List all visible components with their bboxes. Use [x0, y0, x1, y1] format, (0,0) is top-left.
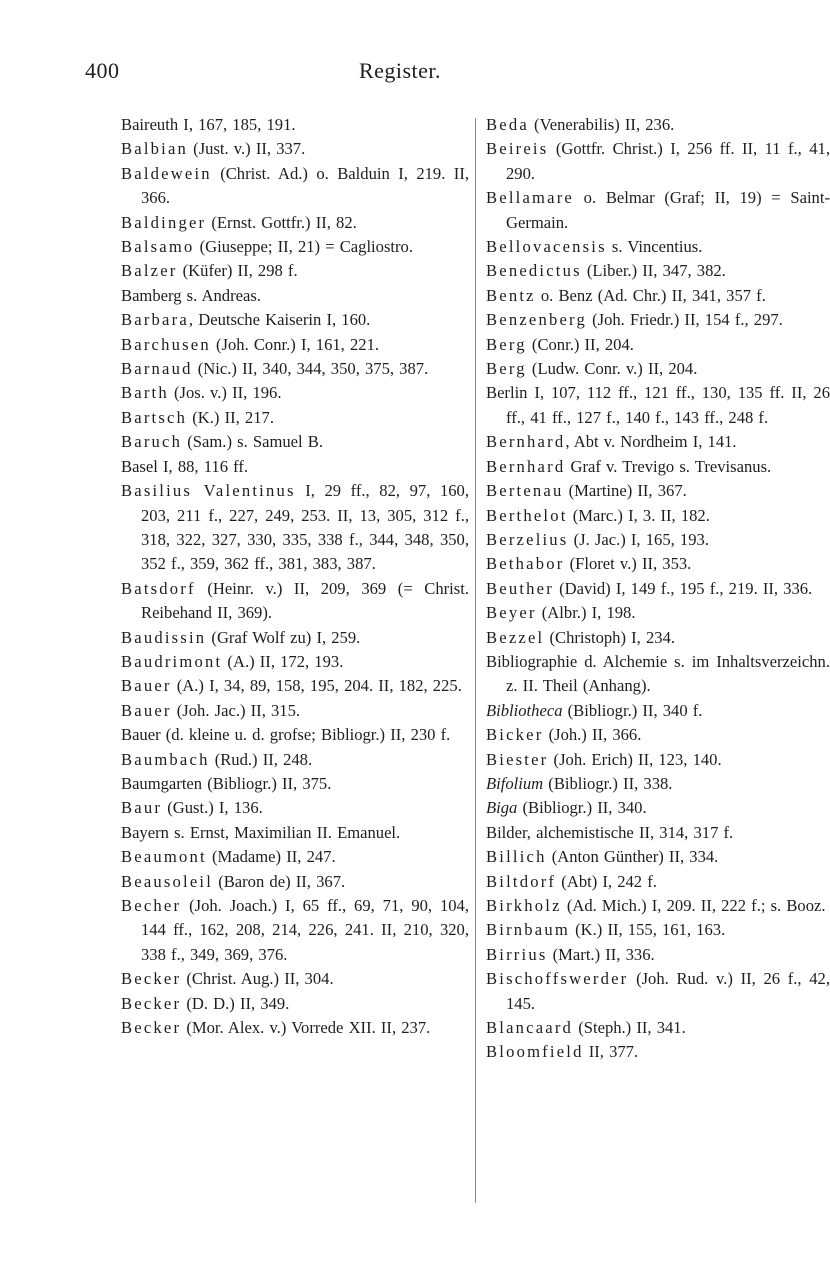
- index-entry: Berzelius (J. Jac.) I, 165, 193.: [486, 529, 709, 549]
- index-entry: Bicker (Joh.) II, 366.: [486, 725, 642, 745]
- index-entry: Beausoleil (Baron de) II, 367.: [121, 871, 346, 891]
- index-entry: Bethabor (Floret v.) II, 353.: [486, 554, 692, 574]
- index-entry: Balbian (Just. v.) II, 337.: [121, 139, 306, 159]
- index-entry: Barnaud (Nic.) II, 340, 344, 350, 375, 387.: [121, 359, 429, 379]
- index-entry: Bayern s. Ernst, Maximilian II. Emanuel.: [121, 822, 401, 842]
- index-entry: Bibliographie d. Alchemie s. im Inhaltsverzeichn. z. II. Theil (Anhang).: [486, 651, 830, 696]
- index-entry: Becker (Christ. Aug.) II, 304.: [121, 969, 334, 989]
- index-entry: Biester (Joh. Erich) II, 123, 140.: [486, 749, 722, 769]
- index-entry: Baldewein (Christ. Ad.) o. Balduin I, 219. II, 366.: [121, 163, 469, 208]
- index-entry: Birnbaum (K.) II, 155, 161, 163.: [486, 920, 726, 940]
- index-entry: Baur (Gust.) I, 136.: [121, 798, 263, 818]
- index-entry: Bloomfield II, 377.: [486, 1042, 639, 1062]
- index-entry: Baudissin (Graf Wolf zu) I, 259.: [121, 627, 361, 647]
- index-entry: Billich (Anton Günther) II, 334.: [486, 847, 719, 867]
- running-title: Register.: [358, 58, 442, 83]
- right-column: [486, 113, 830, 1065]
- index-entry: Barth (Jos. v.) II, 196.: [121, 383, 282, 403]
- column-divider: [475, 118, 476, 1203]
- index-entry: Bellovacensis s. Vincentius.: [486, 237, 703, 257]
- index-entry: Berthelot (Marc.) I, 3. II, 182.: [486, 505, 710, 525]
- index-entry: Bifolium (Bibliogr.) II, 338.: [486, 773, 673, 793]
- index-entry: Baruch (Sam.) s. Samuel B.: [121, 432, 324, 452]
- index-entry: Benzenberg (Joh. Friedr.) II, 154 f., 297.: [486, 310, 783, 330]
- index-entry: Bamberg s. Andreas.: [121, 285, 261, 305]
- index-entry: Bentz o. Benz (Ad. Chr.) II, 341, 357 f.: [486, 285, 766, 305]
- index-entry: Becker (Mor. Alex. v.) Vorrede XII. II, 237.: [121, 1018, 431, 1038]
- index-entry: Baudrimont (A.) II, 172, 193.: [121, 651, 344, 671]
- index-entry: Bartsch (K.) II, 217.: [121, 407, 274, 427]
- index-entry: Birrius (Mart.) II, 336.: [486, 944, 655, 964]
- index-entry: Bernhard Graf v. Trevigo s. Trevisanus.: [486, 456, 772, 476]
- index-entry: Bauer (d. kleine u. d. grofse; Bibliogr.) II, 230 f.: [121, 725, 451, 745]
- index-entry: Berg (Conr.) II, 204.: [486, 334, 634, 354]
- index-entry: Bauer (A.) I, 34, 89, 158, 195, 204. II, 182, 225.: [121, 676, 462, 696]
- index-entry: Beireis (Gottfr. Christ.) I, 256 ff. II, 11 f., 41, 290.: [486, 139, 830, 183]
- index-entry: Bellamare o. Belmar (Graf; II, 19) = Saint-Germain.: [486, 188, 830, 232]
- index-entry: Bertenau (Martine) II, 367.: [486, 481, 687, 501]
- index-entry: Balsamo (Giuseppe; II, 21) = Cagliostro.: [121, 237, 413, 257]
- index-entry: Barchusen (Joh. Conr.) I, 161, 221.: [121, 334, 380, 354]
- index-entry: Berg (Ludw. Conr. v.) II, 204.: [486, 359, 698, 379]
- index-entry: Balzer (Küfer) II, 298 f.: [121, 261, 298, 281]
- index-entry: Birkholz (Ad. Mich.) I, 209. II, 222 f.; s. Booz.: [486, 896, 826, 915]
- left-column: [121, 113, 469, 1040]
- index-entry: Bilder, alchemistische II, 314, 317 f.: [486, 822, 734, 842]
- index-entry: Blancaard (Steph.) II, 341.: [486, 1018, 686, 1038]
- page-number: 400: [85, 58, 120, 83]
- index-entry: Basel I, 88, 116 ff.: [121, 456, 249, 476]
- index-entry: Baumbach (Rud.) II, 248.: [121, 749, 313, 769]
- index-entry: Barbara, Deutsche Kaiserin I, 160.: [121, 310, 371, 330]
- index-entry: Batsdorf (Heinr. v.) II, 209, 369 (= Christ. Reibehand II, 369).: [121, 578, 469, 623]
- index-entry: Beaumont (Madame) II, 247.: [121, 847, 336, 867]
- index-entry: Baumgarten (Bibliogr.) II, 375.: [121, 773, 332, 793]
- index-entry: Bischoffswerder (Joh. Rud. v.) II, 26 f., 42, 145.: [486, 969, 830, 1013]
- index-entry: Becker (D. D.) II, 349.: [121, 993, 290, 1013]
- index-entry: Basilius Valentinus I, 29 ff., 82, 97, 160, 203, 211 f., 227, 249, 253. II, 13, 305, 312 f., 318, 322, 327, 330, 335, 338 f., 344, 348, 350, 352 f., 359, 362 ff., 381, 383, 387.: [121, 481, 469, 574]
- running-head: [0, 58, 800, 88]
- index-entry: Berlin I, 107, 112 ff., 121 ff., 130, 135 ff. II, 26 ff., 41 ff., 127 f., 140 f., 143 ff., 248 f.: [486, 383, 830, 427]
- index-entry: Becher (Joh. Joach.) I, 65 ff., 69, 71, 90, 104, 144 ff., 162, 208, 214, 226, 241. II, 210, 320, 338 f., 349, 369, 376.: [121, 896, 469, 964]
- index-entry: Bezzel (Christoph) I, 234.: [486, 627, 676, 647]
- index-entry: Bibliotheca (Bibliogr.) II, 340 f.: [486, 700, 703, 720]
- index-entry: Bauer (Joh. Jac.) II, 315.: [121, 700, 301, 720]
- index-entry: Biga (Bibliogr.) II, 340.: [486, 798, 647, 818]
- index-entry: Biltdorf (Abt) I, 242 f.: [486, 871, 657, 891]
- index-entry: Beuther (David) I, 149 f., 195 f., 219. II, 336.: [486, 578, 813, 598]
- index-entry: Baldinger (Ernst. Gottfr.) II, 82.: [121, 212, 357, 232]
- index-entry: Beyer (Albr.) I, 198.: [486, 603, 636, 623]
- index-entry: Beda (Venerabilis) II, 236.: [486, 115, 675, 134]
- index-entry: Baireuth I, 167, 185, 191.: [121, 115, 296, 134]
- index-entry: Benedictus (Liber.) II, 347, 382.: [486, 261, 726, 281]
- index-entry: Bernhard, Abt v. Nordheim I, 141.: [486, 432, 737, 452]
